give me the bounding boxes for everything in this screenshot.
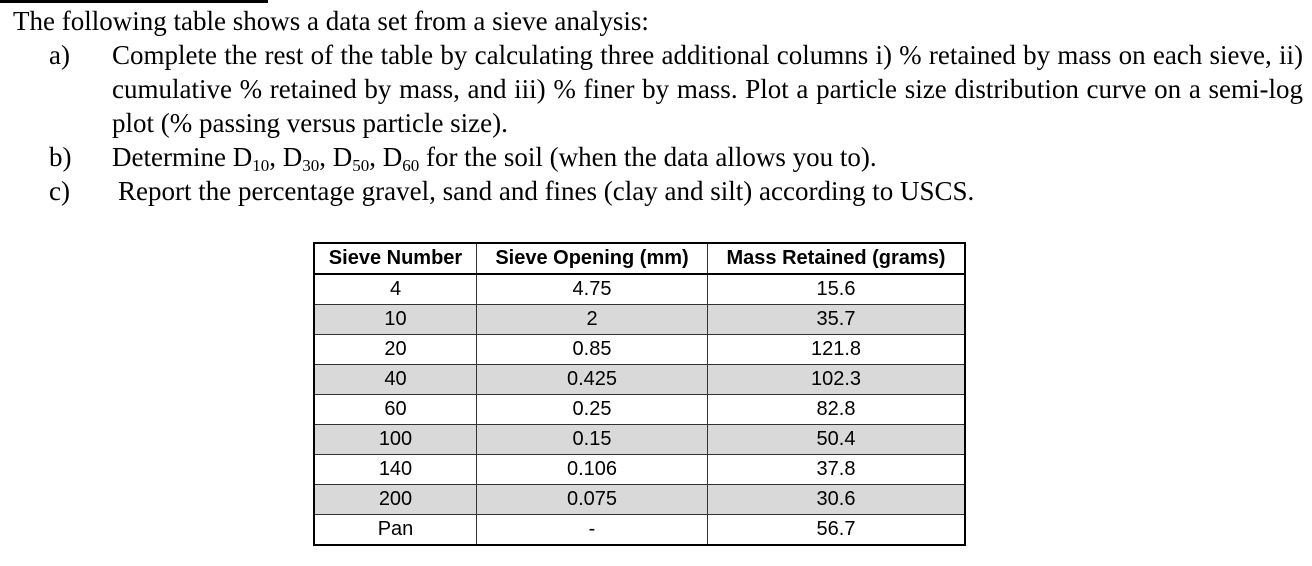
cell-sieve-opening: 4.75 <box>477 274 708 305</box>
cell-mass-retained: 37.8 <box>708 455 966 485</box>
part-c-label: c) <box>49 176 70 206</box>
part-c <box>13 174 1303 208</box>
table-row <box>314 485 965 515</box>
part-c-text: Report the percentage gravel, sand and fines (clay and silt) according to USCS. <box>118 176 975 206</box>
cell-sieve-number: 100 <box>314 425 477 455</box>
header-sieve-number: Sieve Number <box>314 243 477 274</box>
sieve-analysis-table <box>313 242 966 546</box>
cell-mass-retained: 50.4 <box>708 425 966 455</box>
table-row <box>314 305 965 335</box>
cell-mass-retained: 56.7 <box>708 515 966 546</box>
cell-sieve-opening: 0.425 <box>477 365 708 395</box>
problem-statement <box>13 4 1303 208</box>
cell-sieve-number: 40 <box>314 365 477 395</box>
cell-sieve-opening: 0.075 <box>477 485 708 515</box>
part-b-suffix: for the soil (when the data allows you to). <box>419 142 877 172</box>
cell-sieve-number: 140 <box>314 455 477 485</box>
table-row <box>314 335 965 365</box>
cell-mass-retained: 35.7 <box>708 305 966 335</box>
d30-subscript: 30 <box>302 156 320 175</box>
cell-sieve-number: 4 <box>314 274 477 305</box>
cell-mass-retained: 102.3 <box>708 365 966 395</box>
part-b-label: b) <box>49 142 72 172</box>
top-rule <box>0 0 268 3</box>
table-row <box>314 274 965 305</box>
table-row <box>314 515 965 546</box>
table-row <box>314 395 965 425</box>
part-b <box>13 140 1303 174</box>
header-mass-retained: Mass Retained (grams) <box>708 243 966 274</box>
part-a-text: Complete the rest of the table by calculating three additional columns i) % retained by mass on each sieve, ii) cumulative % retained by mass, and iii) % finer by mass. Plot a particle size distribution curve on a semi-log plot (% passing versus particle size). <box>112 40 1303 138</box>
cell-sieve-opening: 0.15 <box>477 425 708 455</box>
cell-sieve-opening: - <box>477 515 708 546</box>
cell-sieve-number: 60 <box>314 395 477 425</box>
cell-sieve-opening: 0.25 <box>477 395 708 425</box>
part-b-prefix: Determine D <box>112 142 253 172</box>
part-a <box>13 38 1303 140</box>
cell-mass-retained: 121.8 <box>708 335 966 365</box>
cell-sieve-opening: 2 <box>477 305 708 335</box>
cell-sieve-number: Pan <box>314 515 477 546</box>
table-row <box>314 425 965 455</box>
d60-subscript: 60 <box>402 156 420 175</box>
d10-subscript: 10 <box>252 156 270 175</box>
cell-sieve-opening: 0.106 <box>477 455 708 485</box>
cell-mass-retained: 30.6 <box>708 485 966 515</box>
part-a-label: a) <box>49 40 70 70</box>
cell-sieve-number: 20 <box>314 335 477 365</box>
cell-sieve-opening: 0.85 <box>477 335 708 365</box>
cell-mass-retained: 82.8 <box>708 395 966 425</box>
part-b-text: Determine $D_{10}$, $D_{30}$, $D_{50}$, $D_{60}$ for the soil (when the data allows you to). <box>112 142 877 175</box>
table-row <box>314 365 965 395</box>
table-body <box>314 274 965 545</box>
table-row <box>314 455 965 485</box>
cell-mass-retained: 15.6 <box>708 274 966 305</box>
cell-sieve-number: 200 <box>314 485 477 515</box>
cell-sieve-number: 10 <box>314 305 477 335</box>
problem-intro: The following table shows a data set from a sieve analysis: <box>13 6 649 36</box>
table-header-row <box>314 243 965 274</box>
header-sieve-opening: Sieve Opening (mm) <box>477 243 708 274</box>
d50-subscript: 50 <box>352 156 370 175</box>
